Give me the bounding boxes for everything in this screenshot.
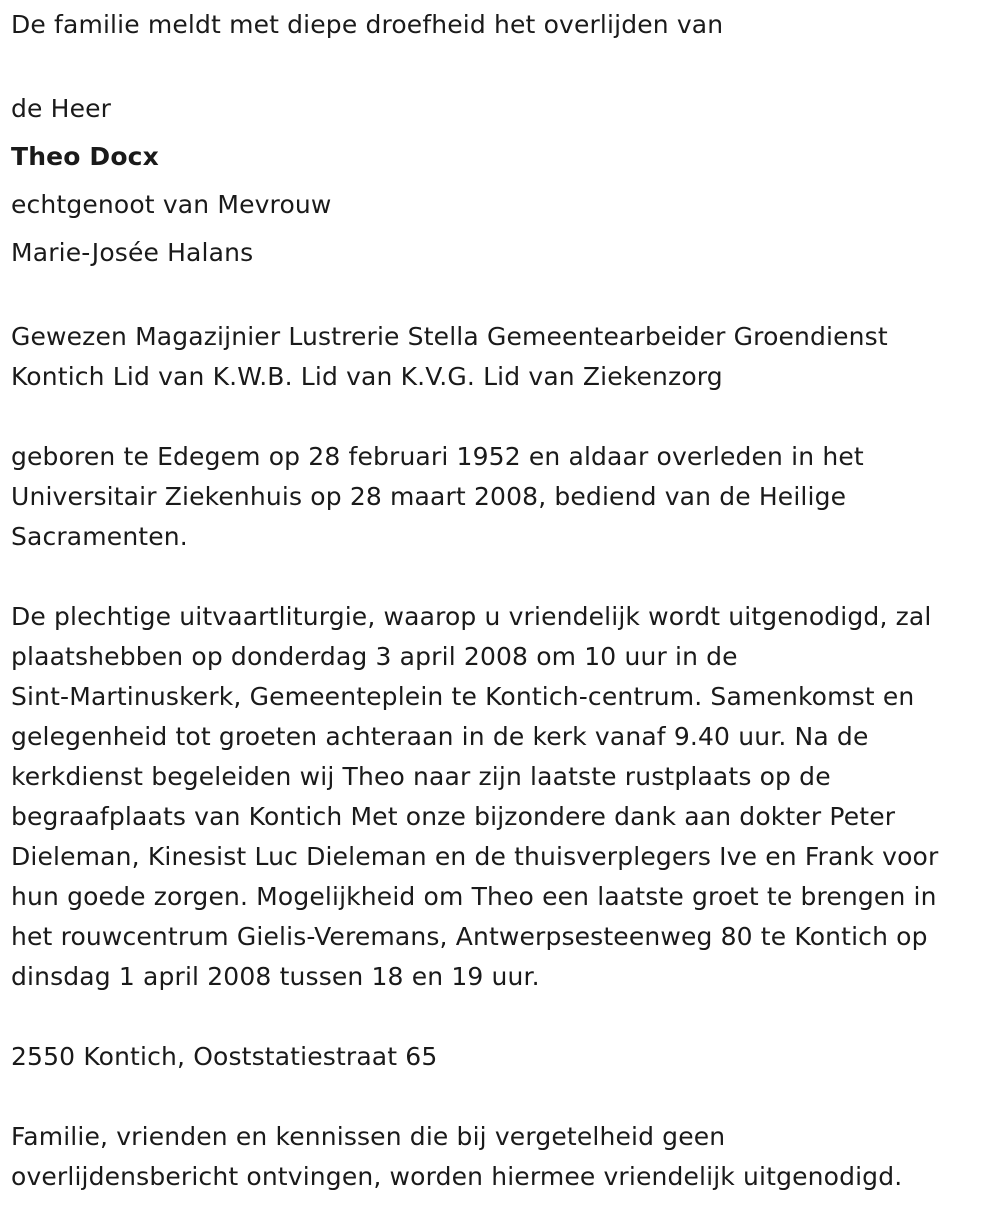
spacer xyxy=(11,397,995,437)
closing-line: overlijdensbericht ontvingen, worden hiermee vriendelijk uitgenodigd. xyxy=(11,1162,903,1191)
spouse-label: echtgenoot van Mevrouw xyxy=(11,190,332,219)
birth-death-line: Sacramenten. xyxy=(11,522,188,551)
funeral-line: dinsdag 1 april 2008 tussen 18 en 19 uur. xyxy=(11,962,540,991)
closing-paragraph xyxy=(11,1117,995,1197)
funeral-line: het rouwcentrum Gielis-Veremans, Antwerpsesteenweg 80 te Kontich op xyxy=(11,922,928,951)
funeral-line: De plechtige uitvaartliturgie, waarop u vriendelijk wordt uitgenodigd, zal xyxy=(11,602,932,631)
funeral-line: Dieleman, Kinesist Luc Dieleman en de thuisverplegers Ive en Frank voor xyxy=(11,842,939,871)
career-line: Gewezen Magazijnier Lustrerie Stella Gemeentearbeider Groendienst xyxy=(11,322,888,351)
spouse-name: Marie-Josée Halans xyxy=(11,238,254,267)
spacer xyxy=(11,45,995,85)
funeral-line: hun goede zorgen. Mogelijkheid om Theo een laatste groet te brengen in xyxy=(11,882,937,911)
spacer xyxy=(11,277,995,317)
funeral-line: kerkdienst begeleiden wij Theo naar zijn laatste rustplaats op de xyxy=(11,762,831,791)
birth-death-line: Universitair Ziekenhuis op 28 maart 2008, bediend van de Heilige xyxy=(11,482,847,511)
deceased-name: Theo Docx xyxy=(11,142,159,171)
funeral-line: plaatshebben op donderdag 3 april 2008 om 10 uur in de xyxy=(11,642,738,671)
spacer xyxy=(11,997,995,1037)
funeral-line: begraafplaats van Kontich Met onze bijzondere dank aan dokter Peter xyxy=(11,802,896,831)
funeral-paragraph xyxy=(11,597,995,997)
career-line: Kontich Lid van K.W.B. Lid van K.V.G. Lid van Ziekenzorg xyxy=(11,362,723,391)
address: 2550 Kontich, Ooststatiestraat 65 xyxy=(11,1042,438,1071)
birth-death-paragraph xyxy=(11,437,995,557)
funeral-line: gelegenheid tot groeten achteraan in de kerk vanaf 9.40 uur. Na de xyxy=(11,722,869,751)
intro-text: De familie meldt met diepe droefheid het overlijden van xyxy=(11,10,724,39)
closing-line: Familie, vrienden en kennissen die bij vergetelheid geen xyxy=(11,1122,726,1151)
salutation: de Heer xyxy=(11,94,112,123)
funeral-line: Sint-Martinuskerk, Gemeenteplein te Kontich-centrum. Samenkomst en xyxy=(11,682,915,711)
career-paragraph xyxy=(11,317,995,397)
spacer xyxy=(11,1077,995,1117)
spacer xyxy=(11,557,995,597)
obituary-document xyxy=(11,0,995,1197)
birth-death-line: geboren te Edegem op 28 februari 1952 en aldaar overleden in het xyxy=(11,442,864,471)
